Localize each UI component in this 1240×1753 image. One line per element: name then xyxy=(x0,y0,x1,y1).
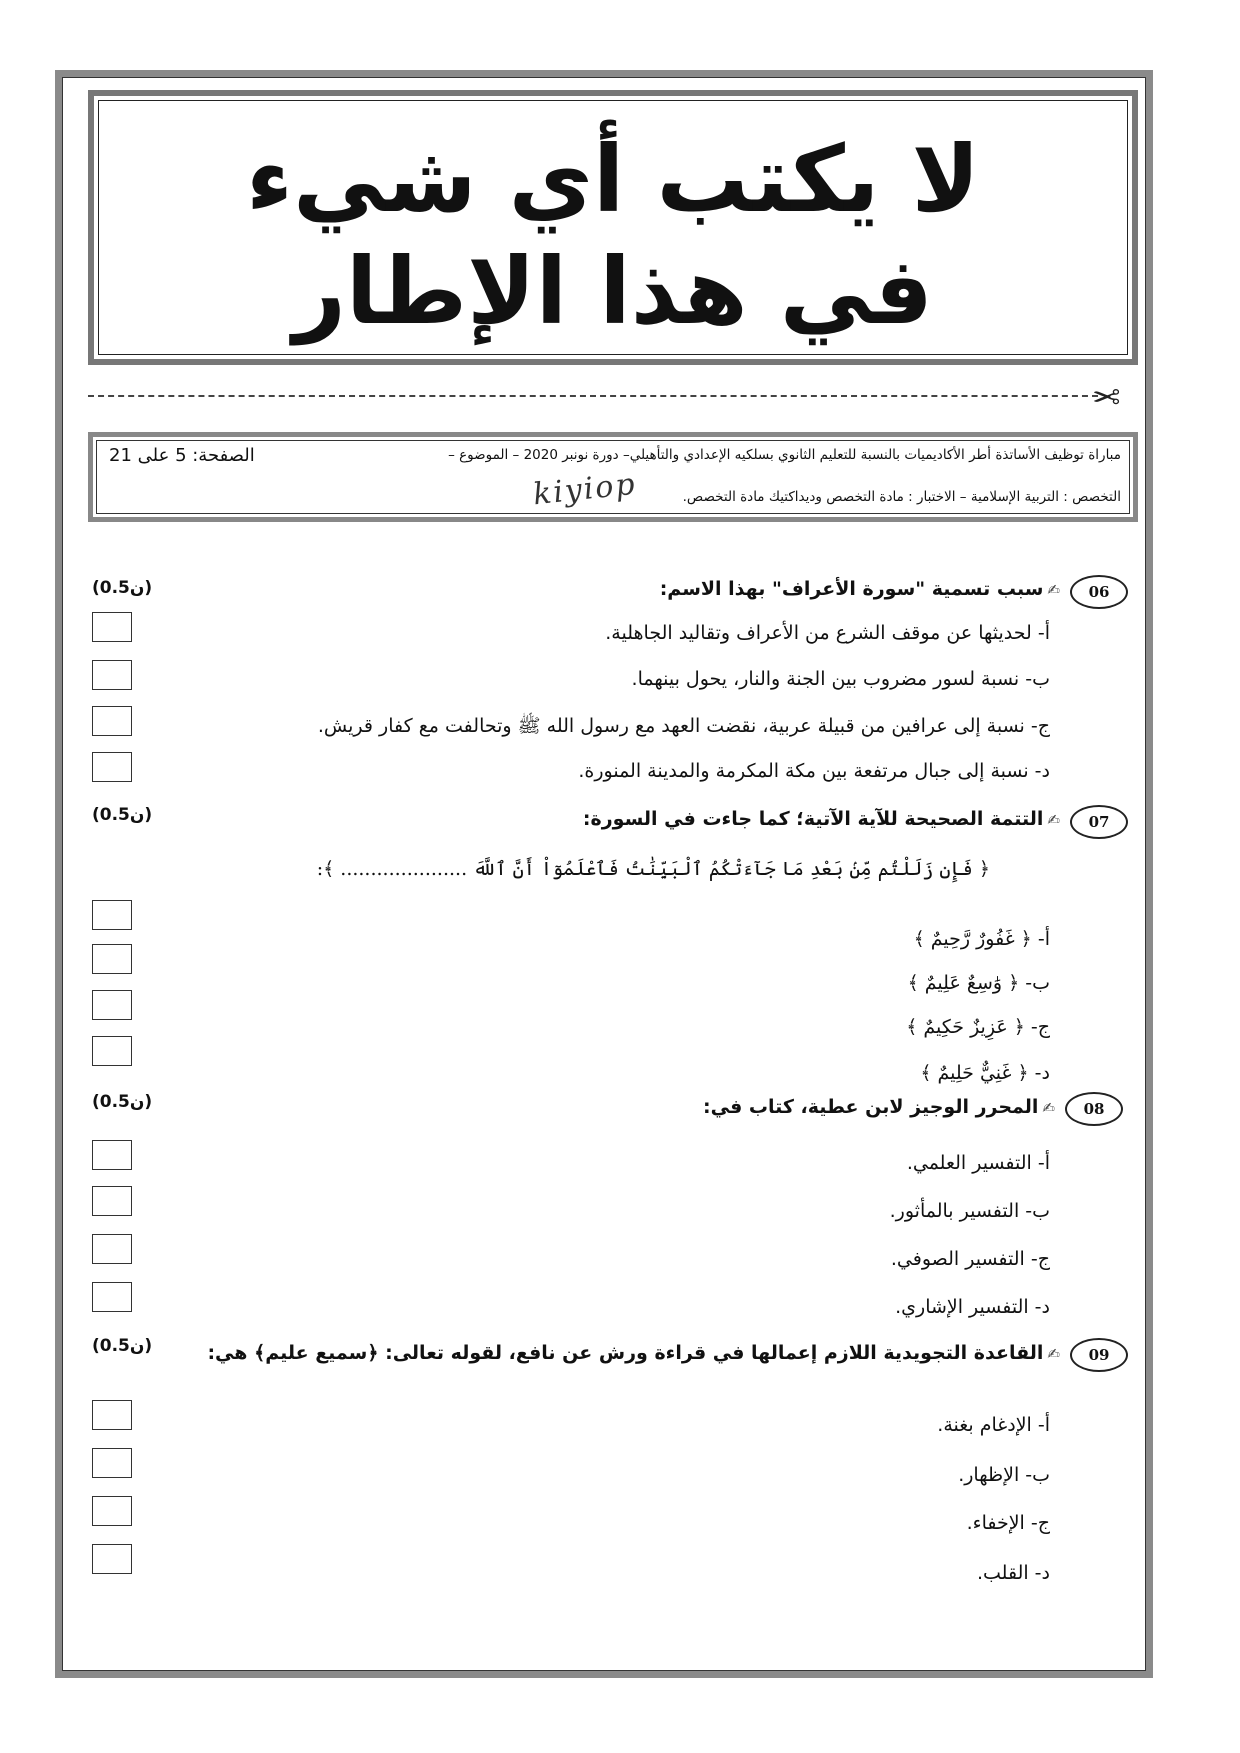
answer-checkbox[interactable] xyxy=(92,900,132,930)
option-c: ج- الإخفاء. xyxy=(966,1512,1050,1534)
exam-header xyxy=(88,432,1138,522)
option-a: أ- ﴿ غَفُورٌ رَّحِيمٌ ﴾ xyxy=(913,928,1050,950)
pen-icon: ✍ xyxy=(1047,811,1060,829)
option-c: ج- ﴿ عَزِيزٌ حَكِيمٌ ﴾ xyxy=(906,1016,1050,1038)
answer-checkbox[interactable] xyxy=(92,1036,132,1066)
option-c: ج- التفسير الصوفي. xyxy=(890,1248,1050,1270)
option-b: ب- التفسير بالمأثور. xyxy=(889,1200,1050,1222)
no-write-box xyxy=(88,90,1138,365)
option-d: د- القلب. xyxy=(976,1562,1050,1584)
option-a: أ- لحديثها عن موقف الشرع من الأعراف وتقاليد الجاهلية. xyxy=(605,622,1050,644)
question-points: (0.5ن) xyxy=(92,1092,153,1112)
quran-verse: ﴿ فَإِن زَلَلْتُم مِّنۢ بَعْدِ مَا جَآءَتْكُمُ ٱلْبَيِّنَٰتُ فَٱعْلَمُوٓاْ أَنَّ ٱللَّهَ ..................... ﴾: xyxy=(316,858,990,880)
cut-line xyxy=(88,395,1098,397)
answer-checkbox[interactable] xyxy=(92,990,132,1020)
answer-checkbox[interactable] xyxy=(92,1186,132,1216)
question-points: (0.5ن) xyxy=(92,1336,153,1356)
option-d: د- التفسير الإشاري. xyxy=(895,1296,1050,1318)
answer-checkbox[interactable] xyxy=(92,612,132,642)
answer-checkbox[interactable] xyxy=(92,944,132,974)
handwritten-mark: kiyiop xyxy=(531,466,639,513)
question-number: 07 xyxy=(1070,805,1128,839)
option-a: أ- التفسير العلمي. xyxy=(906,1152,1050,1174)
page-number: الصفحة: 5 على 21 xyxy=(109,445,255,466)
pen-icon: ✍ xyxy=(1047,1345,1060,1363)
question-number: 06 xyxy=(1070,575,1128,609)
question-title: ✍سبب تسمية "سورة الأعراف" بهذا الاسم: xyxy=(659,578,1060,600)
question-number: 09 xyxy=(1070,1338,1128,1372)
question-number: 08 xyxy=(1065,1092,1123,1126)
option-a: أ- الإدغام بغنة. xyxy=(937,1414,1050,1436)
option-d: د- ﴿ غَنِيٌّ حَلِيمٌ ﴾ xyxy=(920,1062,1050,1084)
question-points: (0.5ن) xyxy=(92,578,153,598)
answer-checkbox[interactable] xyxy=(92,660,132,690)
exam-subject: التخصص : التربية الإسلامية – الاختبار : مادة التخصص وديداكتيك مادة التخصص. xyxy=(682,489,1121,505)
scissors-icon: ✂ xyxy=(1092,378,1121,418)
option-b: ب- نسبة لسور مضروب بين الجنة والنار، يحول بينهما. xyxy=(631,668,1050,690)
question-title: ✍التتمة الصحيحة للآية الآتية؛ كما جاءت في السورة: xyxy=(582,808,1060,830)
pen-icon: ✍ xyxy=(1042,1099,1055,1117)
answer-checkbox[interactable] xyxy=(92,1282,132,1312)
exam-title: مباراة توظيف الأساتذة أطر الأكاديميات بالنسبة للتعليم الثانوي بسلكيه الإعدادي والتأهيلي– دورة نونبر 2020 – الموضوع – xyxy=(448,447,1121,463)
answer-checkbox[interactable] xyxy=(92,1140,132,1170)
answer-checkbox[interactable] xyxy=(92,752,132,782)
option-b: ب- الإظهار. xyxy=(958,1464,1050,1486)
no-write-line-2: في هذا الإطار xyxy=(292,238,934,345)
answer-checkbox[interactable] xyxy=(92,1496,132,1526)
answer-checkbox[interactable] xyxy=(92,1400,132,1430)
option-b: ب- ﴿ وَٰسِعٌ عَلِيمٌ ﴾ xyxy=(907,972,1050,994)
answer-checkbox[interactable] xyxy=(92,1544,132,1574)
no-write-line-1: لا يكتب أي شيء xyxy=(245,126,981,233)
pen-icon: ✍ xyxy=(1047,581,1060,599)
answer-checkbox[interactable] xyxy=(92,1448,132,1478)
question-title: ✍المحرر الوجيز لابن عطية، كتاب في: xyxy=(703,1096,1055,1118)
answer-checkbox[interactable] xyxy=(92,706,132,736)
question-title: ✍القاعدة التجويدية اللازم إعمالها في قراءة ورش عن نافع، لقوله تعالى: ﴿سميع عليم﴾ هي: xyxy=(207,1342,1060,1364)
question-points: (0.5ن) xyxy=(92,805,153,825)
option-c: ج- نسبة إلى عرافين من قبيلة عربية، نقضت العهد مع رسول الله ﷺ وتحالفت مع كفار قريش. xyxy=(317,715,1050,737)
option-d: د- نسبة إلى جبال مرتفعة بين مكة المكرمة والمدينة المنورة. xyxy=(578,760,1050,782)
answer-checkbox[interactable] xyxy=(92,1234,132,1264)
